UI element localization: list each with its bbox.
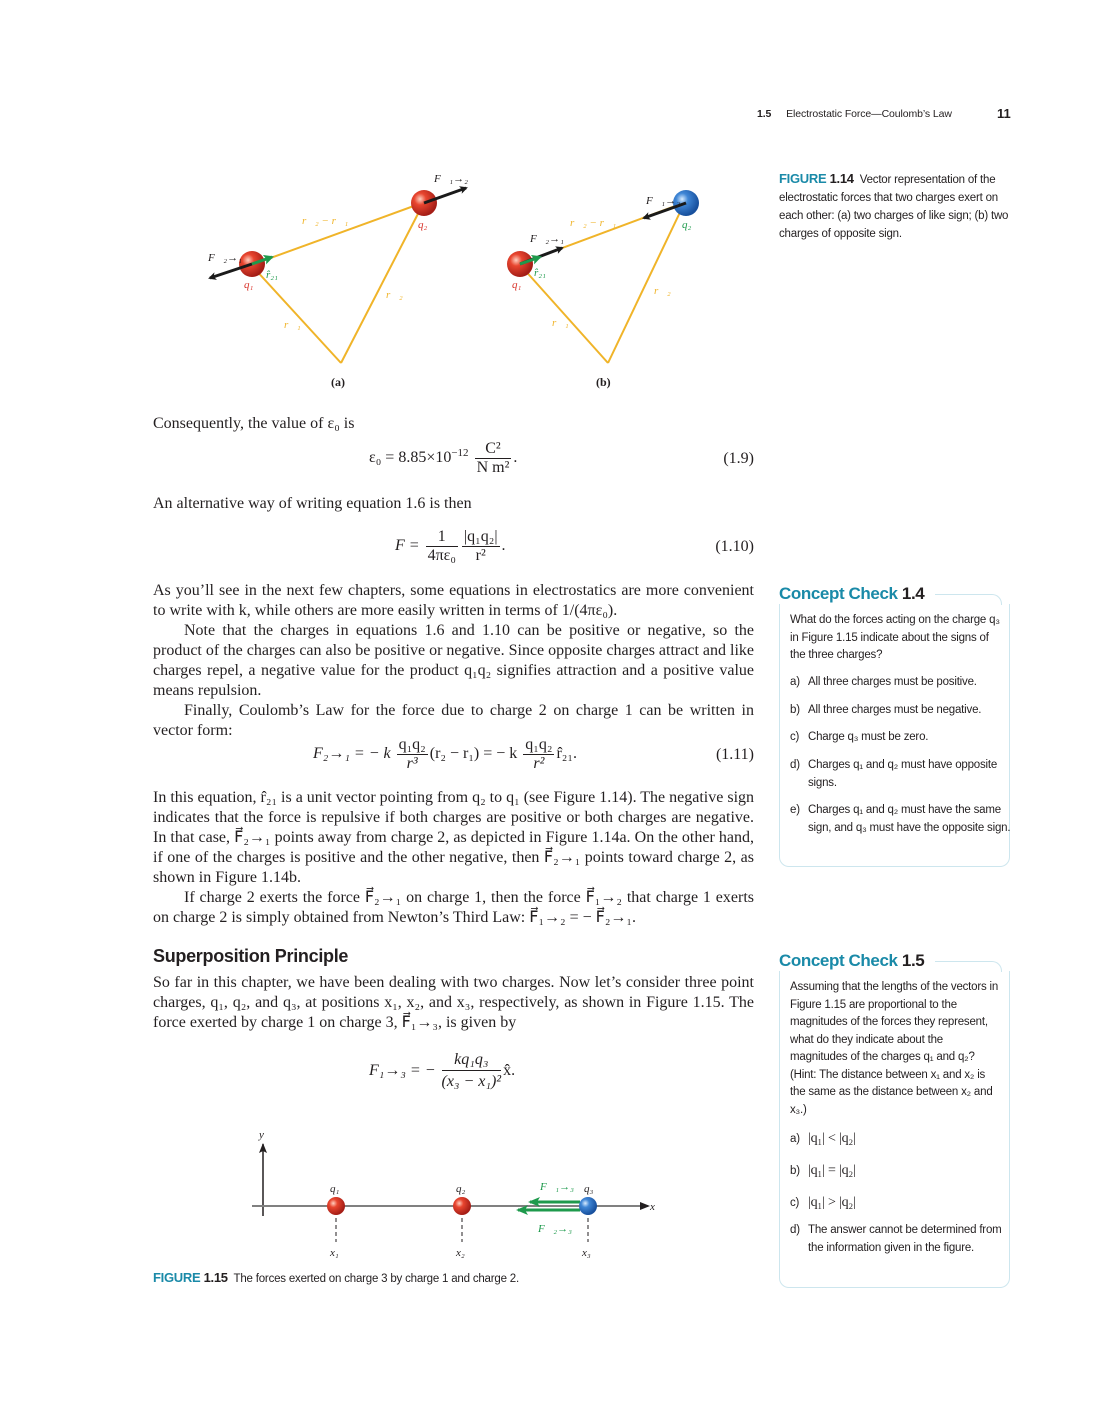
equation-number: (1.10) xyxy=(715,538,754,555)
paragraph-alternative: An alternative way of writing equation 1.6 is then xyxy=(153,495,472,512)
paragraph-newton-third-law: If charge 2 exerts the force F⃗₂→₁ on charge 1, then the force F⃗₁→₂ that charge 1 exerts on charge 2 is simply obtained from Newton’s Third Law: F⃗₁→₂ = − F⃗₂→₁. xyxy=(153,889,754,926)
cc14-option-d[interactable]: d) Charges q₁ and q₂ must have opposite signs. xyxy=(790,759,998,789)
panel-b xyxy=(507,190,699,389)
cc14-option-c[interactable]: c) Charge q₃ must be zero. xyxy=(790,731,929,743)
equation-1-10: F = $\frac{1}{\text{4πε₀}}$ $\frac{\text{|q₁q₂|}}{\text{r²}}$ . (1.10) xyxy=(395,528,754,564)
x-axis-arrow-icon xyxy=(640,1202,650,1210)
label-F13: F⃗₁→₃ xyxy=(540,1181,574,1193)
equation-1-9: $\varepsilon_0 = 8.85\times 10^{-12}$ $\frac{\text{C²}}{\text{N m²}}$ . (1.9) xyxy=(369,440,754,476)
label-r2-b: r⃗₂ xyxy=(654,285,671,297)
concept-check-1-4-title: Concept Check 1.4 xyxy=(779,584,930,604)
equation-number: (1.9) xyxy=(723,450,754,467)
figure-label: FIGURE 1.15 xyxy=(153,1270,228,1285)
r1-vector-b xyxy=(522,267,608,363)
cc15-option-d[interactable]: d) The answer cannot be determined from the information given in the figure. xyxy=(790,1224,1002,1254)
caption-text: The forces exerted on charge 3 by charge 1 and charge 2. xyxy=(233,1273,519,1285)
r1-vector xyxy=(254,268,341,363)
figure-1-15-caption xyxy=(153,1270,519,1285)
figure-label: FIGURE 1.14 xyxy=(779,171,854,186)
label-r2: r⃗₂ xyxy=(386,289,403,301)
label-F21-b: F⃗₂→₁ xyxy=(530,233,564,245)
cc15-option-a[interactable]: a) |q₁| < |q₂| xyxy=(790,1131,856,1146)
label-q1: q₁ xyxy=(244,279,254,291)
label-q3: q₃ xyxy=(584,1183,594,1195)
label-F12: F⃗₁→₂ xyxy=(434,173,468,185)
panel-b-label: (b) xyxy=(596,375,611,389)
cc14-option-b[interactable]: b) All three charges must be negative. xyxy=(790,704,982,716)
axis-label-y: y xyxy=(259,1129,264,1141)
section-heading: Superposition Principle xyxy=(153,946,349,966)
paragraph-unit-vector: In this equation, r̂₂₁ is a unit vector pointing from q₂ to q₁ (see Figure 1.14). The negative sign indicates that the force is repulsive if both charges are positive or both charges are negative. In that case, F⃗₂→₁ points away from charge 2, as depicted in Figure 1.14a. On the other hand, if one of the charges is positive and the other negative, then F⃗₂→₁ points toward charge 2, as shown in Figure 1.14b. xyxy=(153,789,755,886)
label-F12-b: F⃗₁→₂ xyxy=(646,195,680,207)
panel-a-label: (a) xyxy=(331,375,345,389)
label-r2-minus-r1-b: r⃗₂ − r⃗₁ xyxy=(570,217,617,229)
section-number: 1.5 xyxy=(757,108,772,120)
label-r1: r⃗₁ xyxy=(284,319,301,331)
label-q1-b: q₁ xyxy=(512,279,522,291)
cc14-option-e[interactable]: e) Charges q₁ and q₂ must have the same sign, and q₃ must have the opposite sign. xyxy=(790,804,1011,834)
label-F23: F⃗₂→₃ xyxy=(538,1223,572,1235)
paragraph-k-notation: As you’ll see in the next few chapters, some equations in electrostatics are more convenient to write with k, while others are more easily written in terms of 1/(4πε₀). xyxy=(153,582,754,619)
figure-1-14-caption xyxy=(779,170,1011,243)
label-q2: q₂ xyxy=(418,219,428,231)
paragraph-charge-sign: Note that the charges in equations 1.6 and 1.10 can be positive or negative, so the product of the charges can also be positive or negative. Since opposite charges attract and like charges repel, a negative value for the product q₁q₂ signifies attraction and a positive value means repulsion. xyxy=(153,622,754,699)
cc15-option-b[interactable]: b) |q₁| = |q₂| xyxy=(790,1163,856,1178)
text-block-1 xyxy=(153,581,754,741)
charge-q1 xyxy=(327,1197,345,1215)
section-title: Electrostatic Force—Coulomb’s Law xyxy=(786,108,952,120)
label-r21-hat: r̂₂₁ xyxy=(266,269,278,281)
label-r1-b: r⃗₁ xyxy=(552,317,569,329)
caption-text: Vector representation of the electrostatic forces that two charges exert on each other: (a) two charges of like sign; (b) two charges of opposite sign. xyxy=(779,174,1009,240)
label-q2: q₂ xyxy=(456,1183,466,1195)
paragraph-vector-form: Finally, Coulomb’s Law for the force due to charge 2 on charge 1 can be written in vector form: xyxy=(153,702,754,739)
cc14-option-a[interactable]: a) All three charges must be positive. xyxy=(790,676,977,688)
running-head xyxy=(757,108,952,120)
label-x2: x₂ xyxy=(456,1247,465,1259)
paragraph-three-charges: So far in this chapter, we have been dealing with two charges. Now let’s consider three point charges, q₁, q₂, and q₃, at positions x₁, x₂, and x₃, respectively, as shown in Figure 1.15. The force exerted by charge 1 on charge 3, F⃗₁→₃, is given by xyxy=(153,974,754,1031)
figure-1-14 xyxy=(190,160,750,395)
r2-vector-b xyxy=(608,206,683,363)
concept-check-1-5-title: Concept Check 1.5 xyxy=(779,951,930,971)
label-q1: q₁ xyxy=(330,1183,340,1195)
panel-a xyxy=(207,173,468,389)
page-number: 11 xyxy=(997,106,1011,121)
cc15-option-c[interactable]: c) |q₁| > |q₂| xyxy=(790,1195,856,1210)
figure-1-15 xyxy=(240,1122,680,1262)
label-F21: F⃗₂→₁ xyxy=(208,252,242,264)
equation-f13: F₁→₃ = − $\frac{\text{kq₁q₃}}{\text{(x₃ − x₁)²}}$ x̂. xyxy=(369,1051,516,1090)
label-q2-b: q₂ xyxy=(682,219,692,231)
label-r2-minus-r1: r⃗₂ − r⃗₁ xyxy=(302,215,349,227)
label-x3: x₃ xyxy=(582,1247,591,1259)
label-x1: x₁ xyxy=(330,1247,339,1259)
charge-q3 xyxy=(579,1197,597,1215)
paragraph-epsilon: Consequently, the value of ε₀ is xyxy=(153,415,355,432)
charge-q2 xyxy=(453,1197,471,1215)
label-r21-hat-b: r̂₂₁ xyxy=(534,267,546,279)
equation-number: (1.11) xyxy=(715,746,754,763)
concept-check-1-4-question: What do the forces acting on the charge q₃ in Figure 1.15 indicate about the signs of the three charges? xyxy=(790,614,1000,661)
r2-vector xyxy=(341,206,422,363)
text-block-2 xyxy=(153,788,754,928)
concept-check-1-5-question: Assuming that the lengths of the vectors in Figure 1.15 are proportional to the magnitudes of the forces they represent, what do they indicate about the magnitudes of the charges q₁ and q₂? (Hint: The distance between x₁ and x₂ is the same as the distance between x₂ and x₃.) xyxy=(790,981,999,1116)
equation-1-11: F₂→₁ = − k $\frac{\text{q₁q₂}}{\text{r³}} (r_2 - r_1)$ = − k $\frac{\text{q₁q₂}}{\text{r²}}$ r̂₂₁. (1.11) xyxy=(313,736,754,772)
axis-label-x: x xyxy=(650,1201,655,1213)
